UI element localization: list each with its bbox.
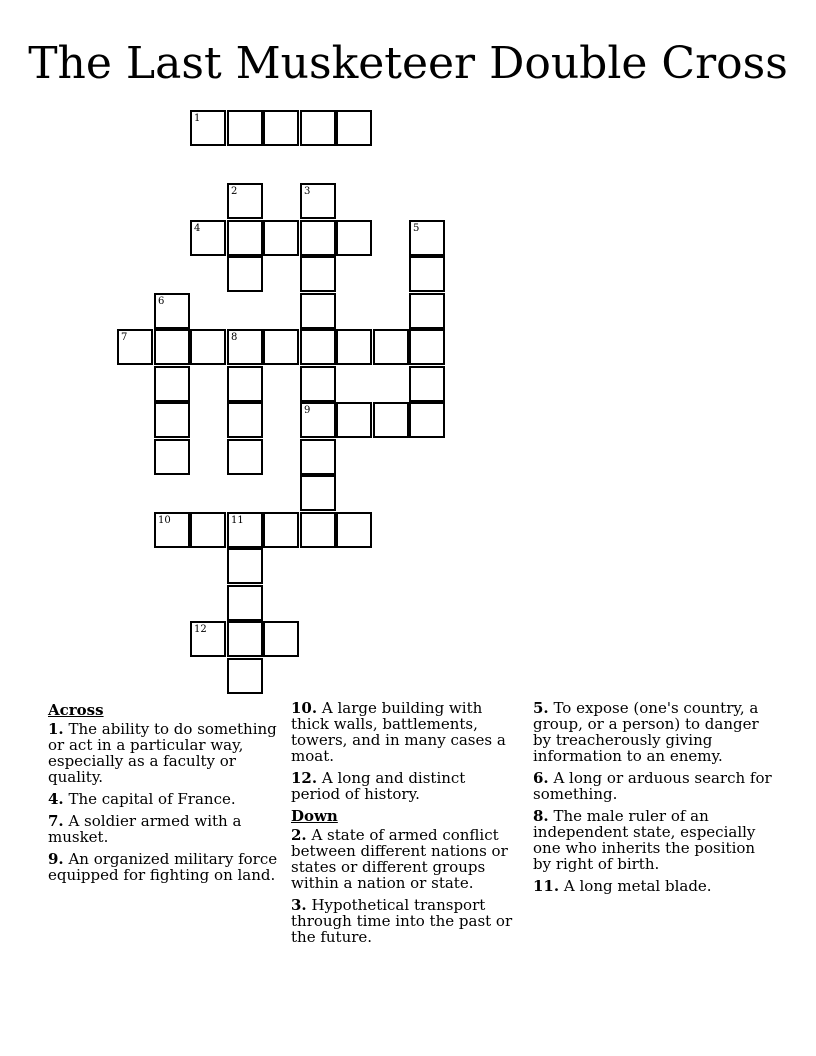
page-title: The Last Musketeer Double Cross <box>28 38 788 89</box>
grid-cell[interactable] <box>300 439 336 475</box>
cell-number: 8 <box>231 332 238 343</box>
cell-number: 6 <box>158 296 165 307</box>
cell-number: 3 <box>304 186 311 197</box>
grid-cell[interactable] <box>263 329 299 365</box>
across-clue-list-continued <box>291 700 516 802</box>
grid-cell[interactable] <box>300 256 336 292</box>
grid-cell[interactable] <box>227 183 263 219</box>
grid-cell[interactable] <box>409 402 445 438</box>
grid-cell[interactable] <box>227 366 263 402</box>
clue-item <box>48 721 280 785</box>
grid-cell[interactable] <box>300 110 336 146</box>
grid-cell[interactable] <box>336 402 372 438</box>
clue-text: A long and distinct period of history. <box>291 769 466 803</box>
grid-cell[interactable] <box>300 402 336 438</box>
clue-number: 10. <box>291 699 318 717</box>
grid-cell[interactable] <box>409 293 445 329</box>
grid-cell[interactable] <box>300 220 336 256</box>
clue-text: A soldier armed with a musket. <box>48 812 242 846</box>
across-clue-list <box>48 721 280 883</box>
clue-item <box>533 878 773 894</box>
grid-cell[interactable] <box>263 512 299 548</box>
grid-cell[interactable] <box>336 329 372 365</box>
grid-cell[interactable] <box>263 220 299 256</box>
clue-number: 2. <box>291 826 307 844</box>
grid-cell[interactable] <box>190 621 226 657</box>
grid-cell[interactable] <box>190 110 226 146</box>
clue-item <box>291 700 516 764</box>
grid-cell[interactable] <box>373 402 409 438</box>
clue-text: A large building with thick walls, battlements, towers, and in many cases a moat. <box>291 699 506 765</box>
clue-text: A state of armed conflict between different nations or states or different groups within a nation or state. <box>291 826 508 892</box>
cell-number: 11 <box>231 515 244 526</box>
clue-item <box>291 770 516 802</box>
grid-cell[interactable] <box>300 329 336 365</box>
grid-cell[interactable] <box>409 366 445 402</box>
grid-cell[interactable] <box>190 329 226 365</box>
grid-cell[interactable] <box>263 110 299 146</box>
clue-item <box>291 827 516 891</box>
grid-cell[interactable] <box>154 512 190 548</box>
grid-cell[interactable] <box>154 329 190 365</box>
grid-cell[interactable] <box>190 512 226 548</box>
clue-number: 8. <box>533 807 549 825</box>
cell-number: 10 <box>158 515 171 526</box>
grid-cell[interactable] <box>409 329 445 365</box>
clue-text: The capital of France. <box>68 790 236 808</box>
grid-cell[interactable] <box>300 475 336 511</box>
grid-cell[interactable] <box>154 366 190 402</box>
clue-number: 3. <box>291 896 307 914</box>
grid-cell[interactable] <box>336 220 372 256</box>
clue-text: An organized military force equipped for fighting on land. <box>48 850 278 884</box>
clue-text: A long metal blade. <box>563 877 712 895</box>
grid-cell[interactable] <box>227 439 263 475</box>
clue-item <box>48 851 280 883</box>
down-clue-list-continued <box>533 700 773 894</box>
grid-cell[interactable] <box>300 183 336 219</box>
cell-number: 1 <box>194 113 201 124</box>
grid-cell[interactable] <box>409 220 445 256</box>
grid-cell[interactable] <box>227 658 263 694</box>
grid-cell[interactable] <box>227 220 263 256</box>
grid-cell[interactable] <box>227 548 263 584</box>
clue-number: 9. <box>48 850 64 868</box>
grid-cell[interactable] <box>263 621 299 657</box>
cell-number: 9 <box>304 405 311 416</box>
grid-cell[interactable] <box>117 329 153 365</box>
cell-number: 12 <box>194 624 207 635</box>
clue-number: 7. <box>48 812 64 830</box>
grid-cell[interactable] <box>227 110 263 146</box>
grid-cell[interactable] <box>227 329 263 365</box>
clue-item <box>533 808 773 872</box>
clue-item <box>48 791 280 807</box>
clue-text: Hypothetical transport through time into the past or the future. <box>291 896 513 946</box>
clue-text: A long or arduous search for something. <box>533 769 772 803</box>
grid-cell[interactable] <box>154 402 190 438</box>
grid-cell[interactable] <box>409 256 445 292</box>
clue-item <box>533 770 773 802</box>
grid-cell[interactable] <box>373 329 409 365</box>
clue-text: The ability to do something or act in a particular way, especially as a faculty or quality. <box>48 720 277 786</box>
grid-cell[interactable] <box>336 512 372 548</box>
clue-number: 12. <box>291 769 318 787</box>
down-heading: Down <box>291 807 338 825</box>
grid-cell[interactable] <box>227 621 263 657</box>
grid-cell[interactable] <box>300 366 336 402</box>
grid-cell[interactable] <box>227 512 263 548</box>
grid-cell[interactable] <box>190 220 226 256</box>
clue-item <box>48 813 280 845</box>
grid-cell[interactable] <box>227 402 263 438</box>
clue-number: 11. <box>533 877 560 895</box>
down-clue-list <box>291 827 516 945</box>
grid-cell[interactable] <box>154 439 190 475</box>
clue-text: The male ruler of an independent state, especially one who inherits the position by right of birth. <box>533 807 756 873</box>
cell-number: 2 <box>231 186 238 197</box>
clue-text: To expose (one's country, a group, or a person) to danger by treacherously giving information to an enemy. <box>533 699 759 765</box>
cell-number: 5 <box>413 223 420 234</box>
grid-cell[interactable] <box>227 585 263 621</box>
clue-column-1 <box>48 700 280 889</box>
clue-number: 6. <box>533 769 549 787</box>
clue-column-3 <box>533 700 773 900</box>
grid-cell[interactable] <box>300 293 336 329</box>
clue-item <box>533 700 773 764</box>
clue-number: 4. <box>48 790 64 808</box>
clue-number: 1. <box>48 720 64 738</box>
cell-number: 7 <box>121 332 128 343</box>
clue-number: 5. <box>533 699 549 717</box>
cell-number: 4 <box>194 223 201 234</box>
grid-cell[interactable] <box>154 293 190 329</box>
grid-cell[interactable] <box>300 512 336 548</box>
clue-item <box>291 897 516 945</box>
clue-column-2 <box>291 700 516 951</box>
grid-cell[interactable] <box>227 256 263 292</box>
grid-cell[interactable] <box>336 110 372 146</box>
across-heading: Across <box>48 701 104 719</box>
